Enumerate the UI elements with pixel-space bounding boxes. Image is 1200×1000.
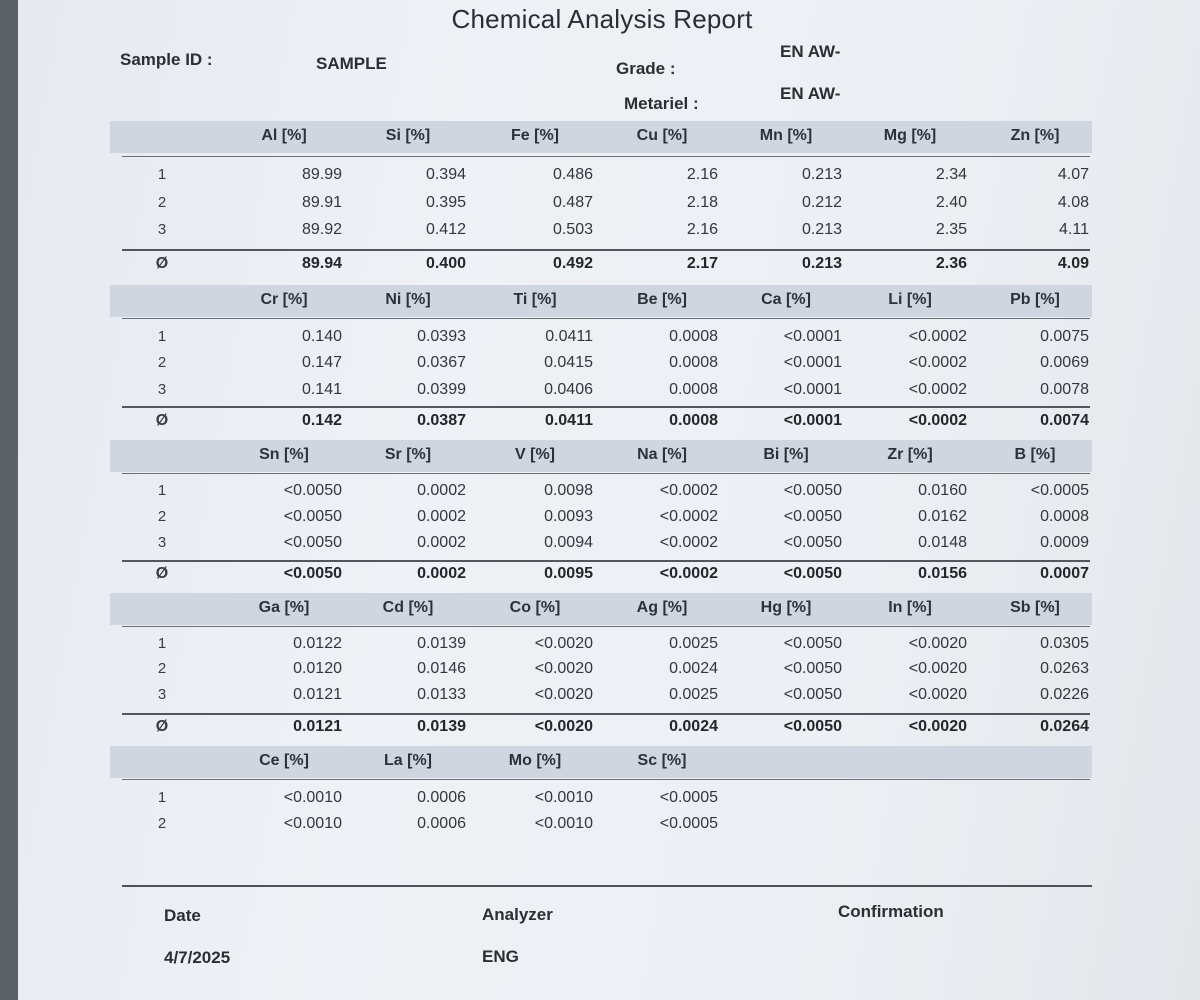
average-cell: 0.0264	[1040, 718, 1089, 735]
column-header: V [%]	[515, 446, 555, 463]
table-cell: <0.0010	[534, 789, 593, 806]
table-cell: 0.0006	[417, 789, 466, 806]
average-cell: 0.0139	[417, 718, 466, 735]
column-header: Ce [%]	[259, 752, 309, 769]
report-title: Chemical Analysis Report	[451, 4, 753, 34]
table-cell: 0.0008	[669, 381, 718, 398]
section-header-band	[110, 593, 1092, 625]
section-header-rule	[122, 473, 1090, 474]
table-cell: 0.147	[301, 354, 342, 371]
section-header-band	[110, 440, 1092, 472]
table-cell: 0.213	[801, 221, 842, 238]
table-cell: 2.35	[935, 221, 967, 238]
row-number: 3	[157, 221, 167, 238]
footer-divider	[122, 885, 1092, 887]
table-cell: 89.92	[301, 221, 342, 238]
table-cell: 0.0025	[669, 686, 718, 703]
average-cell: 0.0411	[544, 412, 593, 429]
table-cell: <0.0010	[534, 815, 593, 832]
table-cell: <0.0005	[659, 789, 718, 806]
column-header: Sr [%]	[384, 446, 432, 463]
sample-id-label: Sample ID :	[120, 50, 213, 69]
table-cell: <0.0002	[908, 328, 967, 345]
column-header: Si [%]	[385, 127, 431, 144]
column-header: In [%]	[888, 599, 932, 616]
row-number: 2	[157, 508, 167, 525]
column-header: Ag [%]	[636, 599, 688, 616]
table-cell: 89.91	[301, 194, 342, 211]
table-cell: <0.0050	[283, 508, 342, 525]
table-cell: <0.0005	[659, 815, 718, 832]
table-cell: 0.0263	[1040, 660, 1089, 677]
average-cell: 0.400	[425, 255, 466, 272]
row-number: 2	[157, 660, 167, 677]
table-cell: 0.503	[552, 221, 593, 238]
confirmation-label: Confirmation	[838, 902, 944, 921]
table-cell: <0.0050	[783, 534, 842, 551]
table-cell: 2.16	[686, 166, 718, 183]
column-header: Hg [%]	[760, 599, 812, 616]
row-number: 1	[157, 789, 167, 806]
table-cell: <0.0001	[783, 354, 842, 371]
table-cell: 89.99	[301, 166, 342, 183]
grade-value: EN AW-	[780, 42, 841, 61]
column-header: B [%]	[1014, 446, 1056, 463]
table-cell: 0.0139	[417, 635, 466, 652]
section-header-rule	[122, 156, 1090, 157]
table-cell: <0.0002	[908, 354, 967, 371]
table-cell: 0.0025	[669, 635, 718, 652]
section-header-band	[110, 285, 1092, 317]
table-cell: 0.395	[425, 194, 466, 211]
table-cell: 0.213	[801, 166, 842, 183]
column-header: Mn [%]	[759, 127, 813, 144]
column-header: Na [%]	[637, 446, 687, 463]
table-cell: <0.0050	[783, 508, 842, 525]
table-cell: <0.0001	[783, 328, 842, 345]
average-cell: <0.0002	[659, 565, 718, 582]
row-number: 2	[157, 815, 167, 832]
table-cell: 0.0008	[669, 328, 718, 345]
average-cell: <0.0020	[534, 718, 593, 735]
table-cell: 0.0002	[417, 534, 466, 551]
column-header: La [%]	[384, 752, 432, 769]
table-cell: <0.0020	[908, 635, 967, 652]
average-cell: 0.0156	[918, 565, 967, 582]
table-cell: <0.0050	[783, 635, 842, 652]
average-cell: 0.0387	[417, 412, 466, 429]
table-cell: 0.140	[301, 328, 342, 345]
table-cell: <0.0050	[783, 660, 842, 677]
date-value: 4/7/2025	[164, 948, 231, 967]
average-cell: 2.36	[935, 255, 967, 272]
table-cell: 2.40	[935, 194, 967, 211]
row-number: 3	[157, 686, 167, 703]
table-cell: <0.0010	[283, 789, 342, 806]
table-cell: 0.0009	[1040, 534, 1089, 551]
table-cell: 0.0006	[417, 815, 466, 832]
table-cell: <0.0050	[783, 686, 842, 703]
table-cell: <0.0010	[283, 815, 342, 832]
column-header: Zn [%]	[1010, 127, 1060, 144]
column-header: Cd [%]	[382, 599, 434, 616]
average-symbol: Ø	[155, 412, 169, 429]
column-header: Mg [%]	[883, 127, 937, 144]
table-cell: 0.141	[301, 381, 342, 398]
table-cell: 0.0122	[293, 635, 342, 652]
table-cell: <0.0020	[908, 686, 967, 703]
table-cell: <0.0020	[534, 635, 593, 652]
table-cell: 0.0393	[417, 328, 466, 345]
column-header: Ni [%]	[385, 291, 431, 308]
table-cell: <0.0005	[1030, 482, 1089, 499]
section-header-rule	[122, 779, 1090, 780]
average-cell: 0.142	[301, 412, 342, 429]
row-number: 1	[157, 482, 167, 499]
table-cell: 0.0098	[544, 482, 593, 499]
table-cell: <0.0050	[783, 482, 842, 499]
column-header: Co [%]	[509, 599, 561, 616]
table-cell: <0.0020	[534, 660, 593, 677]
section-header-band	[110, 746, 1092, 778]
average-rule	[122, 560, 1090, 562]
table-cell: <0.0020	[534, 686, 593, 703]
average-cell: 0.0095	[544, 565, 593, 582]
average-rule	[122, 249, 1090, 251]
table-cell: 0.0411	[545, 328, 593, 345]
average-cell: 0.0074	[1040, 412, 1089, 429]
table-cell: 0.0094	[544, 534, 593, 551]
column-header: Pb [%]	[1010, 291, 1060, 308]
table-cell: <0.0002	[659, 508, 718, 525]
column-header: Bi [%]	[763, 446, 809, 463]
average-cell: 0.0007	[1040, 565, 1089, 582]
table-cell: <0.0020	[908, 660, 967, 677]
average-cell: <0.0020	[908, 718, 967, 735]
table-cell: 0.0008	[1040, 508, 1089, 525]
column-header: Sc [%]	[637, 752, 687, 769]
average-cell: 0.0024	[669, 718, 718, 735]
row-number: 2	[157, 354, 167, 371]
table-cell: 0.0146	[417, 660, 466, 677]
table-cell: 0.487	[552, 194, 593, 211]
column-header: Al [%]	[261, 127, 307, 144]
table-cell: 0.0002	[417, 508, 466, 525]
table-cell: 0.212	[801, 194, 842, 211]
column-header: Fe [%]	[511, 127, 559, 144]
table-cell: 0.0069	[1040, 354, 1089, 371]
table-cell: 2.34	[935, 166, 967, 183]
table-cell: <0.0002	[908, 381, 967, 398]
column-header: Cu [%]	[636, 127, 688, 144]
material-label: Metariel :	[624, 94, 699, 113]
table-cell: 0.394	[425, 166, 466, 183]
column-header: Ti [%]	[513, 291, 557, 308]
table-cell: 0.0024	[669, 660, 718, 677]
date-label: Date	[164, 906, 201, 925]
table-cell: <0.0002	[659, 482, 718, 499]
analyzer-label: Analyzer	[482, 905, 553, 924]
column-header: Sb [%]	[1010, 599, 1060, 616]
section-header-rule	[122, 626, 1090, 627]
table-cell: 0.0305	[1040, 635, 1089, 652]
grade-label: Grade :	[616, 59, 676, 78]
column-header: Sn [%]	[259, 446, 309, 463]
table-cell: 0.0121	[293, 686, 342, 703]
average-cell: <0.0050	[783, 565, 842, 582]
row-number: 1	[157, 635, 167, 652]
row-number: 3	[157, 534, 167, 551]
average-cell: <0.0050	[783, 718, 842, 735]
table-cell: <0.0001	[783, 381, 842, 398]
section-header-rule	[122, 318, 1090, 319]
average-symbol: Ø	[155, 255, 169, 272]
table-cell: 0.0226	[1040, 686, 1089, 703]
table-cell: 0.0093	[544, 508, 593, 525]
section-header-band	[110, 121, 1092, 153]
table-cell: 0.0075	[1040, 328, 1089, 345]
sample-id-value: SAMPLE	[316, 54, 387, 73]
average-cell: 89.94	[301, 255, 342, 272]
table-cell: 2.18	[686, 194, 718, 211]
row-number: 1	[157, 328, 167, 345]
table-cell: <0.0050	[283, 482, 342, 499]
column-header: Mo [%]	[508, 752, 562, 769]
table-cell: <0.0002	[659, 534, 718, 551]
average-cell: <0.0050	[283, 565, 342, 582]
table-cell: 0.0008	[669, 354, 718, 371]
average-rule	[122, 713, 1090, 715]
table-cell: 0.0120	[293, 660, 342, 677]
column-header: Li [%]	[888, 291, 932, 308]
average-rule	[122, 406, 1090, 408]
average-cell: 2.17	[686, 255, 718, 272]
table-cell: 0.486	[552, 166, 593, 183]
average-cell: 0.0002	[417, 565, 466, 582]
table-cell: 4.08	[1057, 194, 1089, 211]
column-header: Ga [%]	[258, 599, 310, 616]
row-number: 1	[157, 166, 167, 183]
average-cell: 4.09	[1057, 255, 1089, 272]
column-header: Be [%]	[637, 291, 687, 308]
table-cell: 0.0078	[1040, 381, 1089, 398]
table-cell: 0.0162	[918, 508, 967, 525]
table-cell: 0.0367	[417, 354, 466, 371]
row-number: 2	[157, 194, 167, 211]
table-cell: 0.412	[425, 221, 466, 238]
average-cell: 0.213	[801, 255, 842, 272]
table-cell: 0.0160	[918, 482, 967, 499]
table-cell: 0.0399	[417, 381, 466, 398]
average-cell: 0.0121	[293, 718, 342, 735]
average-symbol: Ø	[155, 718, 169, 735]
column-header: Zr [%]	[887, 446, 933, 463]
table-cell: 4.11	[1059, 221, 1089, 238]
average-cell: 0.0008	[669, 412, 718, 429]
table-cell: 2.16	[686, 221, 718, 238]
column-header: Cr [%]	[260, 291, 308, 308]
row-number: 3	[157, 381, 167, 398]
analyzer-value: ENG	[482, 947, 519, 966]
table-cell: 0.0415	[544, 354, 593, 371]
average-cell: <0.0001	[783, 412, 842, 429]
column-header: Ca [%]	[761, 291, 811, 308]
table-cell: 0.0406	[544, 381, 593, 398]
table-cell: 4.07	[1057, 166, 1089, 183]
table-cell: <0.0050	[283, 534, 342, 551]
table-cell: 0.0002	[417, 482, 466, 499]
average-symbol: Ø	[155, 565, 169, 582]
table-cell: 0.0133	[417, 686, 466, 703]
average-cell: 0.492	[552, 255, 593, 272]
table-cell: 0.0148	[918, 534, 967, 551]
material-value: EN AW-	[780, 84, 841, 103]
average-cell: <0.0002	[908, 412, 967, 429]
